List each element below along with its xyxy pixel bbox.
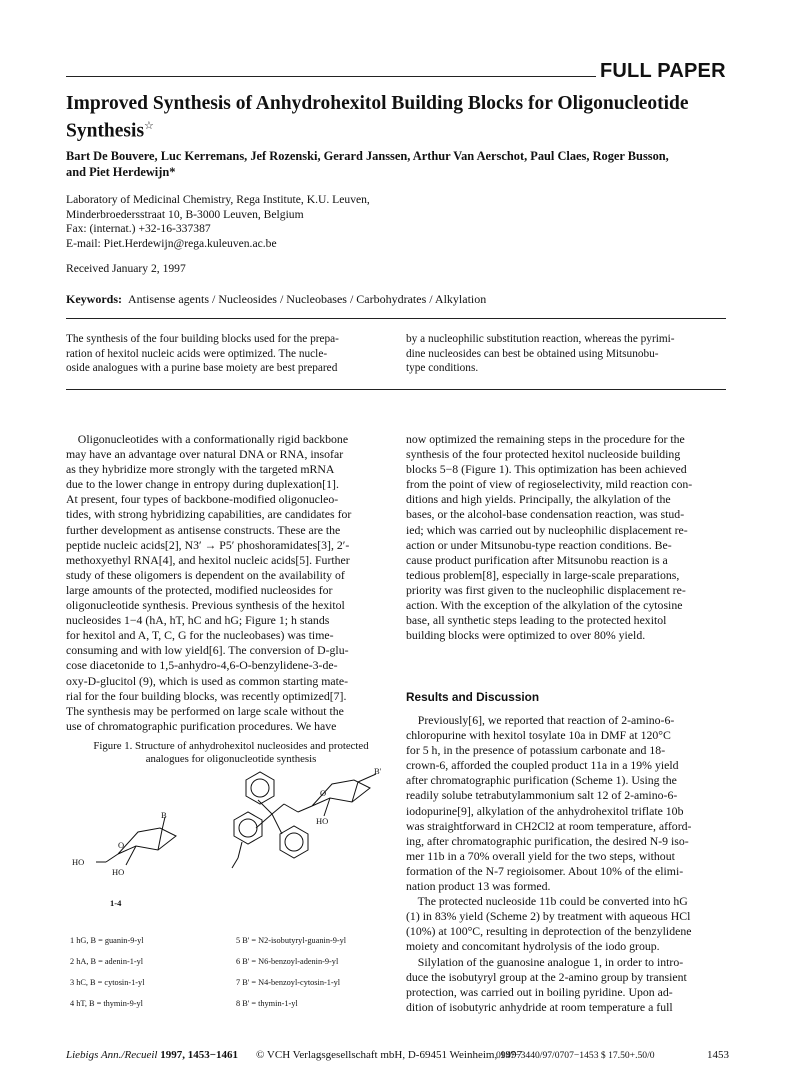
body-text-line: as they hybridize more strongly with the targeted mRNA	[66, 462, 335, 477]
journal-year-pages: 1997, 1453−1461	[160, 1049, 238, 1061]
base-label-right: B'	[374, 766, 382, 776]
body-text-line: action or under Mitsunobu-type reaction conditions. Be-	[406, 537, 672, 552]
body-text-line: ditions and high yields. Principally, the alkylation of the	[406, 492, 671, 507]
affiliation-line: Laboratory of Medicinal Chemistry, Rega Institute, K.U. Leuven,	[66, 193, 370, 206]
legend-item: 4 hT, B = thymin-9-yl	[70, 999, 143, 1008]
ring-oxygen-right: O	[320, 788, 327, 798]
body-text-line: Oligonucleotides with a conformationally rigid backbone	[66, 432, 349, 446]
body-text-line: tedious problem[8], especially in large-scale preparations,	[406, 567, 680, 582]
compound-number-1-4: 1-4	[110, 898, 122, 908]
figure-caption-line: Figure 1. Structure of anhydrohexitol nucleosides and protected	[93, 740, 369, 752]
body-text-line: ing, after chromatographic purification, the desired N-9 iso-	[406, 833, 689, 848]
journal-name: Liebigs Ann./Recueil	[66, 1049, 158, 1061]
author-line: Bart De Bouvere, Luc Kerremans, Jef Rozenski, Gerard Janssen, Arthur Van Aerschot, Paul Claes, Roger Busson,	[66, 149, 669, 163]
body-text-line: methoxyethyl RNA[4], and hexitol nucleic acids[5]. Further	[66, 552, 350, 567]
body-text-line: rial for the four building blocks, was recently optimized[7].	[66, 688, 347, 703]
body-text-line: The protected nucleoside 11b could be converted into hG	[406, 894, 688, 909]
methoxyphenyl-ring	[234, 812, 262, 844]
body-text-line: chloropurine with hexitol tosylate 10a in DMF at 120°C	[406, 728, 671, 743]
affiliation-email: E-mail: Piet.Herdewijn@rega.kuleuven.ac.be	[66, 236, 277, 250]
body-text-line: The synthesis may be performed on large scale without the	[66, 703, 344, 718]
abstract-rule-top	[66, 318, 726, 319]
body-text-line: consuming and with low yield[6]. The conversion of D-glu-	[66, 643, 349, 658]
body-text-line: oxy-D-glucitol (9), which is used as common starting mate-	[66, 673, 349, 688]
body-text-line: peptide nucleic acids[2], N3′ → P5′ phoshoramidates[3], 2′-	[66, 537, 350, 552]
body-text-line: dition of isobutyric anhydride at room temperature a full	[406, 999, 673, 1014]
body-text-line: At present, four types of backbone-modified oligonucleo-	[66, 492, 339, 507]
body-text-line: oligonucleotide synthesis. Previous synthesis of the hexitol	[66, 598, 345, 613]
received-date: Received January 2, 1997	[66, 262, 186, 275]
body-text-line: moiety and concomitant hydrolysis of the iodo group.	[406, 939, 660, 954]
legend-item: 5 B' = N2-isobutyryl-guanin-9-yl	[236, 936, 347, 945]
body-text-line: building blocks were optimized to over 80% yield.	[406, 628, 646, 643]
body-text-line: Previously[6], we reported that reaction of 2-amino-6-	[406, 713, 675, 727]
hydroxyl-label-left-2: HO	[112, 867, 125, 877]
ring-oxygen-left: O	[118, 840, 125, 850]
paper-title	[66, 92, 726, 143]
body-text-line: (1) in 83% yield (Scheme 2) by treatment with aqueous HCl	[406, 909, 691, 924]
abstract-rule-bottom	[66, 389, 726, 390]
page-footer	[66, 1049, 729, 1061]
title-text: Improved Synthesis of Anhydrohexitol Building Blocks for Oligonucleotide Synthesis	[66, 93, 689, 142]
body-text-line: crown-6, afforded the coupled product 11a in a 19% yield	[406, 758, 679, 773]
body-column-left	[66, 432, 396, 734]
legend-compounds-1-4	[70, 930, 145, 1014]
keywords-label: Keywords:	[66, 292, 122, 306]
legend-item: 8 B' = thymin-1-yl	[236, 999, 298, 1008]
body-text-line: base, all synthetic steps leading to the protected hexitol	[406, 613, 667, 628]
hydroxyl-label-right: HO	[316, 816, 329, 826]
abstract-line: by a nucleophilic substitution reaction, whereas the pyrimi-	[406, 333, 675, 345]
figure-caption-line: analogues for oligonucleotide synthesis	[145, 753, 317, 765]
abstract-line: oside analogues with a purine base moiety are best prepared	[66, 362, 338, 375]
body-text-line: after chromatographic purification (Scheme 1). Using the	[406, 773, 677, 788]
author-line: and Piet Herdewijn*	[66, 165, 176, 179]
body-column-right-results	[406, 713, 736, 1015]
body-text-line: synthesis of the four protected hexitol nucleoside building	[406, 447, 681, 462]
body-text-line: cause product purification after Mitsunobu reaction is a	[406, 552, 668, 567]
body-text-line: formation of the N-7 regioisomer. About 10% of the elimi-	[406, 863, 684, 878]
body-text-line: tides, with strong hybridizing capabilities, are candidates for	[66, 507, 352, 522]
base-label-left: B	[161, 810, 167, 820]
keywords-text: Antisense agents / Nucleosides / Nucleobases / Carbohydrates / Alkylation	[128, 292, 487, 306]
figure-caption	[66, 740, 396, 766]
abstract-line: The synthesis of the four building blocks used for the prepa-	[66, 333, 339, 345]
body-text-line: was straightforward in CH2Cl2 at room temperature, afford-	[406, 818, 692, 833]
body-text-line: due to the lower change in entropy during duplexation[1].	[66, 477, 339, 492]
legend-item: 6 B' = N6-benzoyl-adenin-9-yl	[236, 957, 339, 966]
body-text-line: blocks 5−8 (Figure 1). This optimization has been achieved	[406, 462, 687, 477]
publisher-notice: © VCH Verlagsgesellschaft mbH, D-69451 Weinheim, 1997	[256, 1049, 522, 1061]
title-footnote-mark: ☆	[144, 120, 154, 132]
abstract-line: ration of hexitol nucleic acids were optimized. The nucle-	[66, 347, 328, 360]
body-column-right	[406, 432, 736, 643]
body-text-line: protection, was carried out in boiling pyridine. Upon ad-	[406, 984, 673, 999]
page-number: 1453	[707, 1049, 729, 1061]
body-text-line: iodopurine[9], alkylation of the anhydrohexitol triflate 10b	[406, 803, 684, 818]
keywords	[66, 292, 486, 307]
body-text-line: for 5 h, in the presence of potassium carbonate and 18-	[406, 743, 666, 758]
abstract-right	[406, 332, 675, 376]
body-text-line: Silylation of the guanosine analogue 1, in order to intro-	[406, 954, 684, 969]
body-text-line: further development as antisense constructs. These are the	[66, 522, 341, 537]
phenyl-ring-right	[280, 826, 308, 858]
body-text-line: cose diacetonide to 1,5-anhydro-4,6-O-benzylidene-3-de-	[66, 658, 338, 673]
affiliation-line: Fax: (internat.) +32-16-337387	[66, 222, 211, 236]
body-text-line: priority was first given to the nucleophilic displacement re-	[406, 582, 686, 597]
section-heading: Results and Discussion	[406, 690, 540, 704]
body-text-line: bases, or the alcohol-base condensation reaction, was stud-	[406, 507, 685, 522]
body-text-line: nucleosides 1−4 (hA, hT, hC and hG; Figure 1; h stands	[66, 613, 330, 628]
body-text-line: for hexitol and A, T, C, G for the nucleobases) was time-	[66, 628, 334, 643]
issn-code: 0947−3440/97/0707−1453 $ 17.50+.50/0	[496, 1050, 655, 1061]
legend-compounds-5-8	[236, 930, 346, 1014]
abstract-line: dine nucleosides can best be obtained using Mitsunobu-	[406, 347, 659, 360]
body-text-line: from the point of view of regioselectivity, mild reaction con-	[406, 477, 693, 492]
affiliation	[66, 193, 566, 251]
body-text-line: may have an advantage over natural DNA or RNA, insofar	[66, 447, 344, 462]
section-label: FULL PAPER	[600, 60, 726, 82]
body-text-line: large amounts of the protected, modified nucleosides for	[66, 582, 333, 597]
body-text-line: nation product 13 was formed.	[406, 879, 551, 894]
body-text-line: now optimized the remaining steps in the procedure for the	[406, 432, 685, 446]
abstract-left	[66, 332, 339, 376]
figure-structures	[66, 766, 396, 1040]
legend-item: 1 hG, B = guanin-9-yl	[70, 936, 144, 945]
hydroxyl-label-left: HO	[72, 857, 85, 867]
legend-item: 2 hA, B = adenin-1-yl	[70, 957, 144, 966]
body-text-line: mer 11b in a 70% overall yield for the two steps, without	[406, 848, 675, 863]
author-list	[66, 148, 726, 180]
header-rule	[66, 76, 596, 77]
legend-item: 3 hC, B = cytosin-1-yl	[70, 978, 145, 987]
body-text-line: use of chromatographic purification procedures. We have	[66, 718, 337, 733]
body-text-line: readily solube tetrabutylammonium salt 12 of 2-amino-6-	[406, 788, 678, 803]
affiliation-line: Minderbroedersstraat 10, B-3000 Leuven, Belgium	[66, 207, 304, 221]
hexitol-ring-left	[118, 828, 176, 854]
body-text-line: ied; which was carried out by nucleophilic displacement re-	[406, 522, 688, 537]
body-text-line: action. With the exception of the alkylation of the cytosine	[406, 598, 683, 613]
body-text-line: study of these oligomers is dependent on the availability of	[66, 567, 345, 582]
body-text-line: (10%) at 100°C, resulting in deprotection of the benzylidene	[406, 924, 692, 939]
legend-item: 7 B' = N4-benzoyl-cytosin-1-yl	[236, 978, 341, 987]
phenyl-ring-top	[246, 772, 274, 804]
body-text-line: duce the isobutyryl group at the 2-amino group by transient	[406, 969, 687, 984]
abstract-line: type conditions.	[406, 362, 479, 375]
